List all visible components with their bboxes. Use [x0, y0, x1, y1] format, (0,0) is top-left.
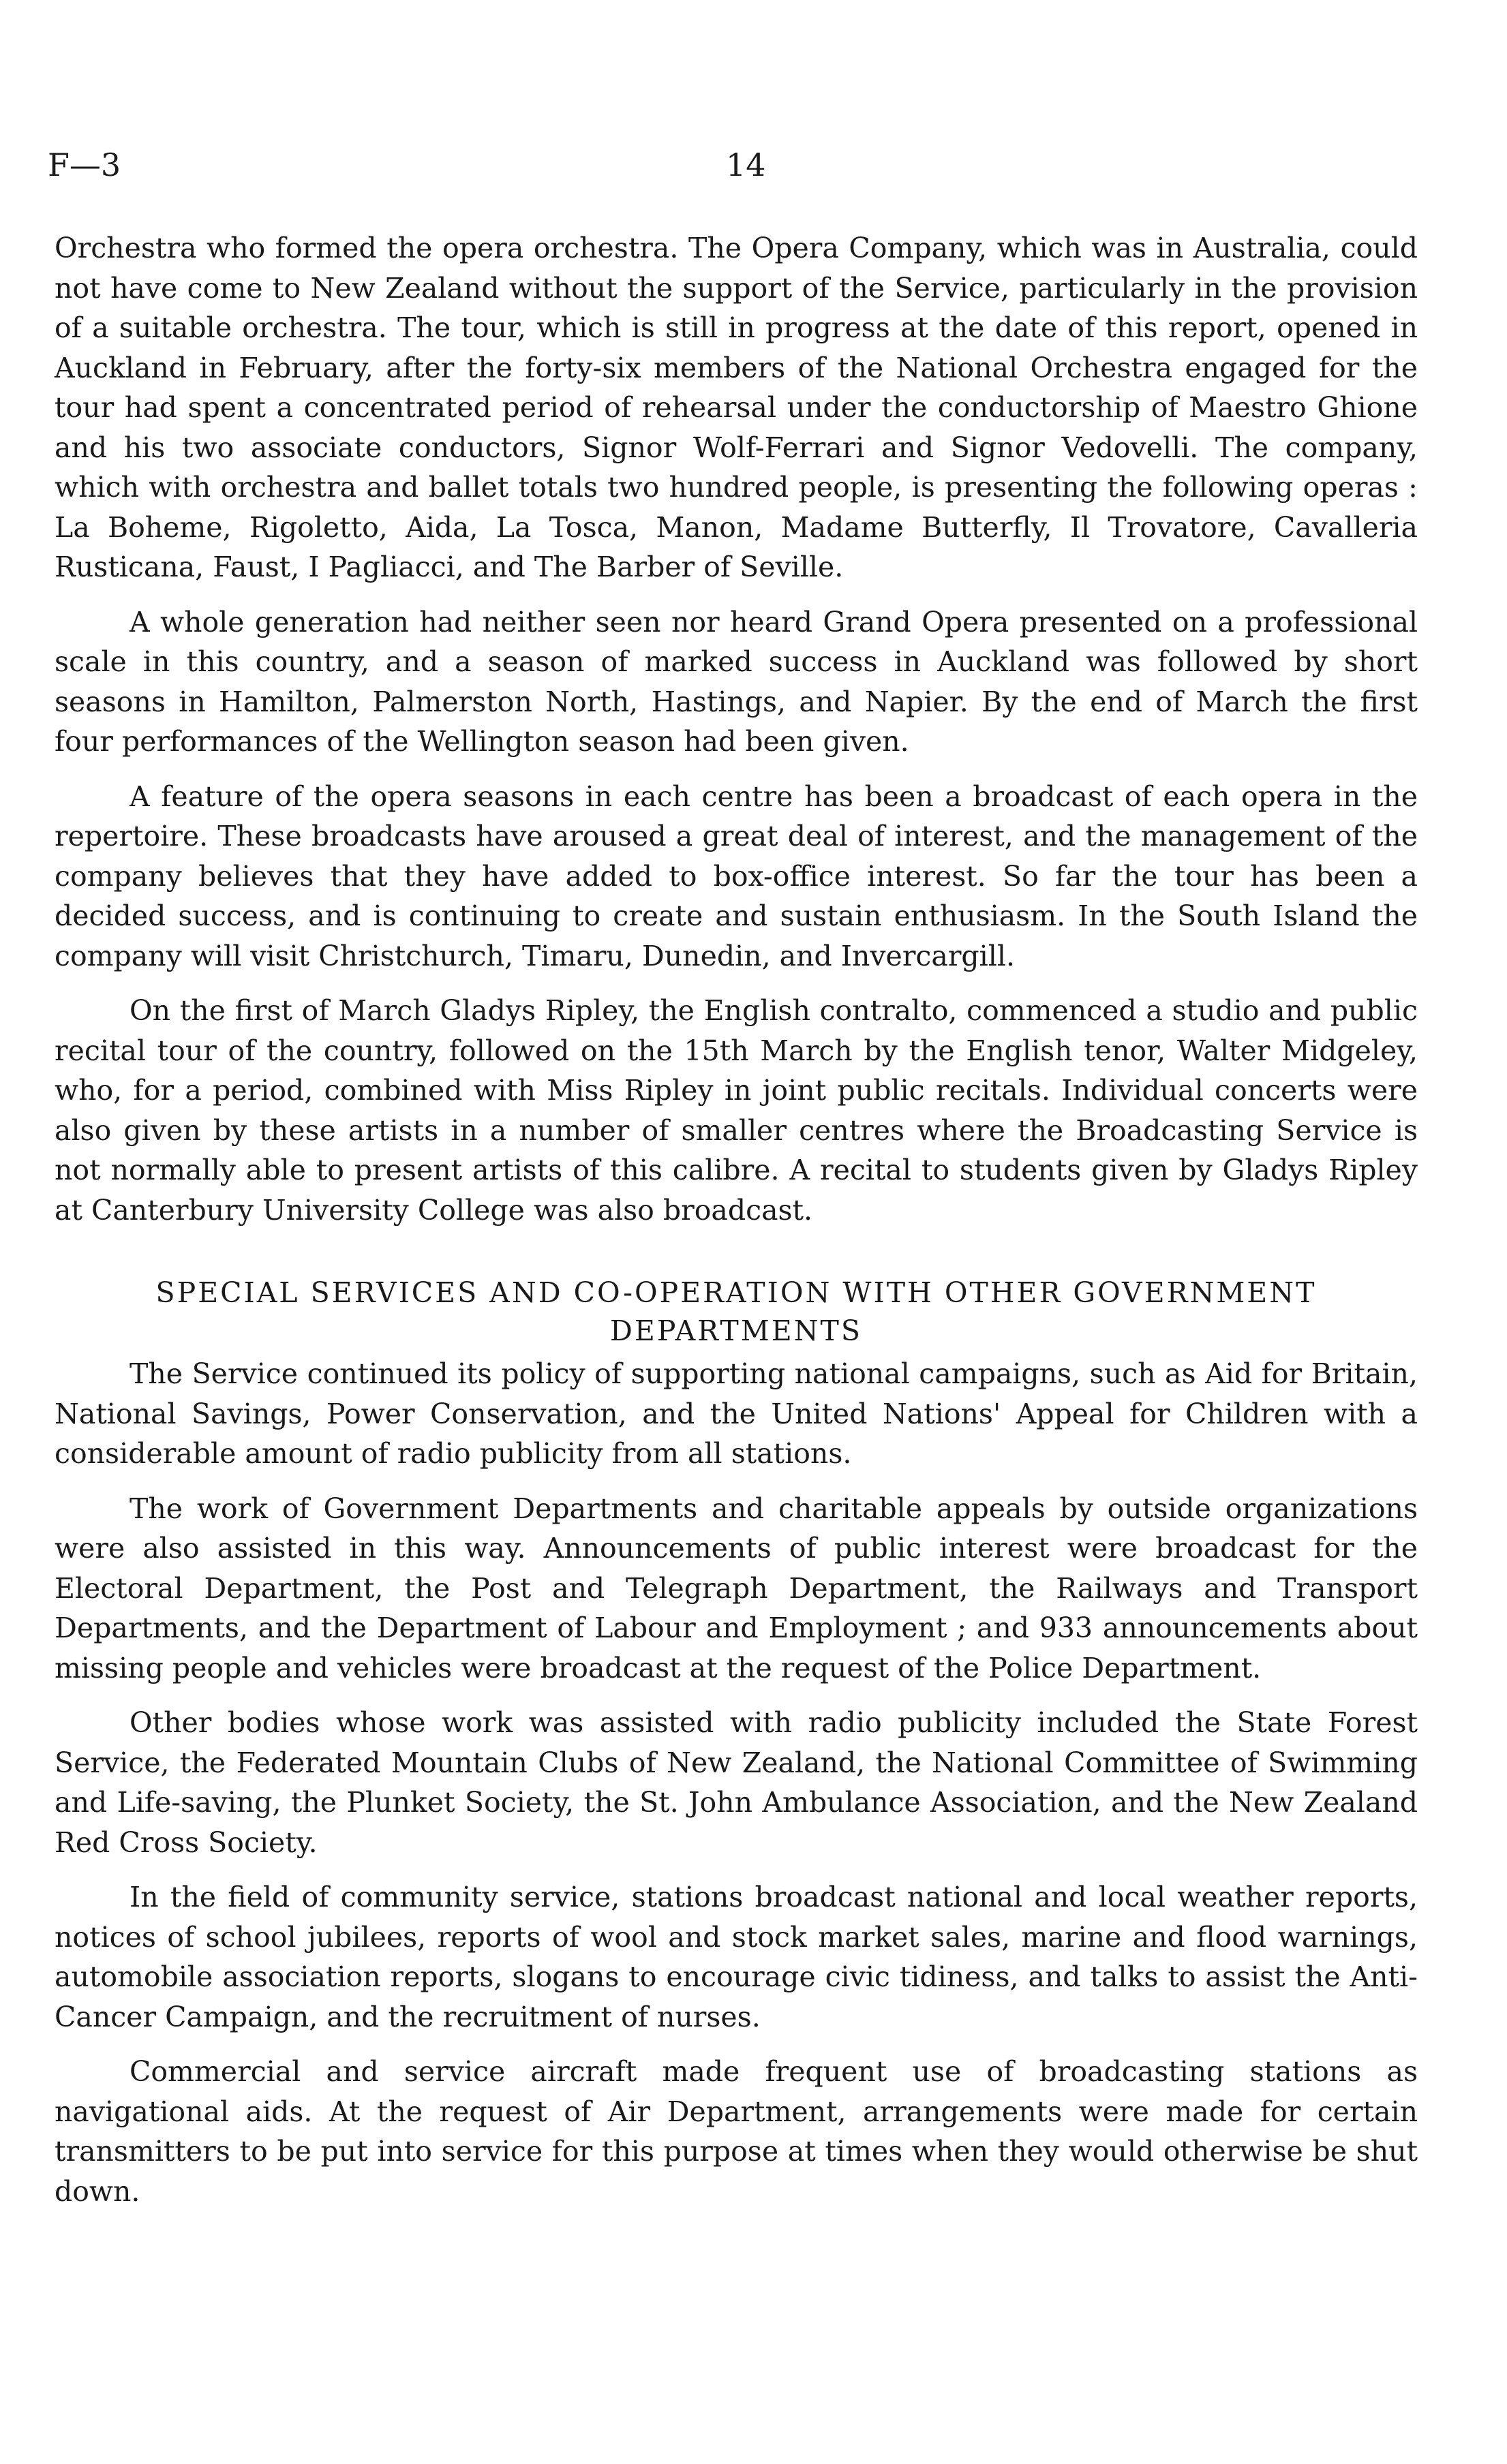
paragraph-community-service: In the field of community service, stations broadcast national and local weather reports, notices of school jubilees, reports of wool and stock market sales, marine and flood warnings, automobile association reports, slogans to encourage civic tidiness, and talks to assist the Anti-Cancer Campaign, and the recruitment of nurses. [55, 1881, 1418, 2033]
section-heading-line-1: SPECIAL SERVICES AND CO-OPERATION WITH OTHER GOVERNMENT [155, 1276, 1317, 1309]
page-number: 14 [726, 147, 766, 183]
paragraph-aircraft-navigation: Commercial and service aircraft made frequent use of broadcasting stations as navigational aids. At the request of Air Department, arrangements were made for certain transmitters to be put into service for this purpose at times when they would otherwise be shut down. [55, 2055, 1418, 2208]
paragraph-opera-broadcasts: A feature of the opera seasons in each centre has been a broadcast of each opera in the repertoire. These broadcasts have aroused a great deal of interest, and the management of the company believes that they have added to box-office interest. So far the tour has been a decided success, and is continuing to create and sustain enthusiasm. In the South Island the company will visit Christchurch, Timaru, Dunedin, and Invercargill. [55, 780, 1418, 972]
document-body [55, 228, 1418, 2226]
paragraph-government-departments: The work of Government Departments and charitable appeals by outside organizations were also assisted in this way. Announcements of public interest were broadcast for the Electoral Department, the Post and Telegraph Department, the Railways and Transport Departments, and the Department of Labour and Employment ; and 933 announcements about missing people and vehicles were broadcast at the request of the Police Department. [55, 1492, 1418, 1684]
document-reference: F—3 [48, 147, 121, 183]
paragraph-national-campaigns: The Service continued its policy of supporting national campaigns, such as Aid for Britain, National Savings, Power Conservation, and the United Nations' Appeal for Children with a considerable amount of radio publicity from all stations. [55, 1357, 1418, 1470]
section-heading [55, 1274, 1418, 1350]
paragraph-opera-tour: Orchestra who formed the opera orchestra. The Opera Company, which was in Australia, could not have come to New Zealand without the support of the Service, particularly in the provision of a suitable orchestra. The tour, which is still in progress at the date of this report, opened in Auckland in February, after the forty-six members of the National Orchestra engaged for the tour had spent a concentrated period of rehearsal under the conductorship of Maestro Ghione and his two associate conductors, Signor Wolf-Ferrari and Signor Vedovelli. The company, which with orchestra and ballet totals two hundred people, is presenting the following operas : La Boheme, Rigoletto, Aida, La Tosca, Manon, Madame Butterfly, Il Trovatore, Cavalleria Rusticana, Faust, I Pagliacci, and The Barber of Seville. [55, 232, 1418, 583]
section-heading-line-2: DEPARTMENTS [610, 1314, 862, 1347]
page-header [48, 147, 1425, 201]
paragraph-recital-tours: On the first of March Gladys Ripley, the English contralto, commenced a studio and public recital tour of the country, followed on the 15th March by the English tenor, Walter Midgeley, who, for a period, combined with Miss Ripley in joint public recitals. Individual concerts were also given by these artists in a number of smaller centres where the Broadcasting Service is not normally able to present artists of this calibre. A recital to students given by Gladys Ripley at Canterbury University College was also broadcast. [55, 994, 1418, 1227]
paragraph-grand-opera-season: A whole generation had neither seen nor heard Grand Opera presented on a professional scale in this country, and a season of marked success in Auckland was followed by short seasons in Hamilton, Palmerston North, Hastings, and Napier. By the end of March the first four performances of the Wellington season had been given. [55, 605, 1418, 758]
paragraph-other-bodies: Other bodies whose work was assisted with radio publicity included the State Forest Service, the Federated Mountain Clubs of New Zealand, the National Committee of Swimming and Life-saving, the Plunket Society, the St. John Ambulance Association, and the New Zealand Red Cross Society. [55, 1706, 1418, 1859]
